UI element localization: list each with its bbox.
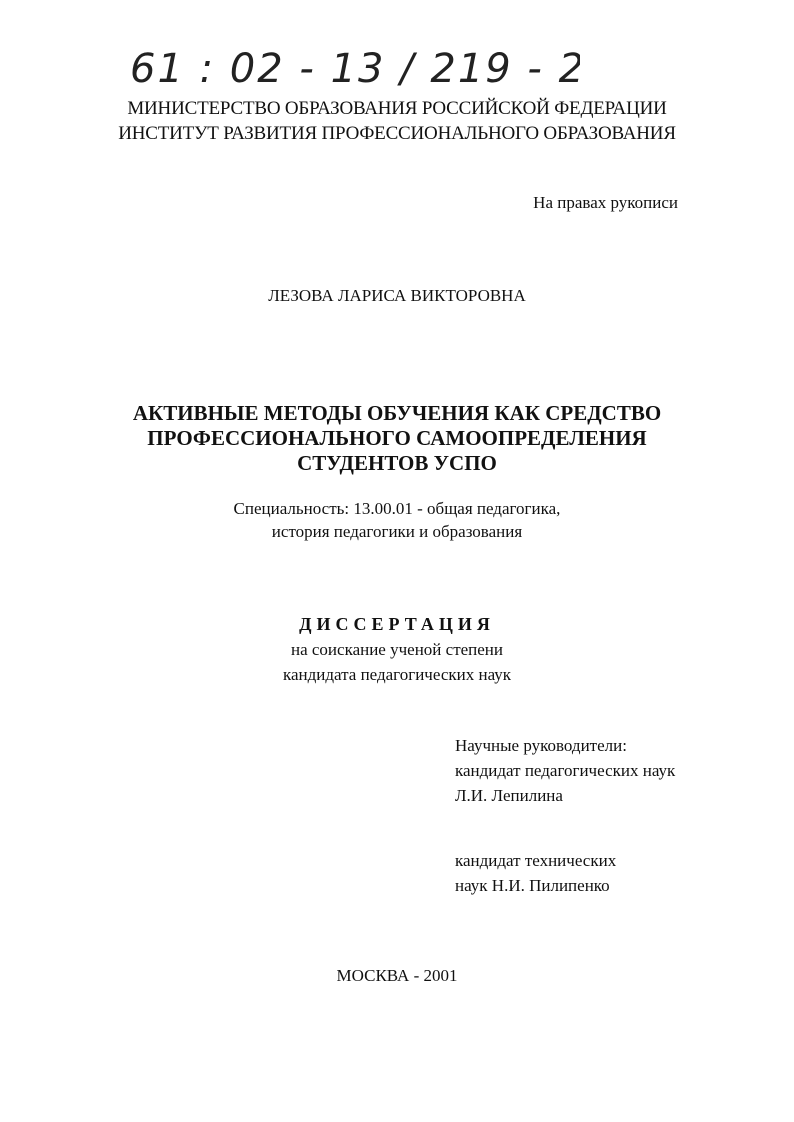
dissertation-line-2: кандидата педагогических наук xyxy=(282,665,512,684)
title-line-1: АКТИВНЫЕ МЕТОДЫ ОБУЧЕНИЯ КАК СРЕДСТВО xyxy=(132,401,662,425)
advisors-label: Научные руководители: xyxy=(455,736,627,755)
specialty-line-1: Специальность: 13.00.01 - общая педагогика, xyxy=(233,499,561,518)
rights-note: На правах рукописи xyxy=(533,193,678,212)
dissertation-title xyxy=(0,401,794,476)
author-name: ЛЕЗОВА ЛАРИСА ВИКТОРОВНА xyxy=(268,286,526,305)
dissertation-heading: ДИССЕРТАЦИЯ xyxy=(299,614,495,634)
title-line-3: СТУДЕНТОВ УСПО xyxy=(297,451,497,475)
dissertation-block xyxy=(0,612,794,687)
specialty-line-2: история педагогики и образования xyxy=(271,522,523,541)
handwritten-code xyxy=(120,38,580,98)
dissertation-line-1: на соискание ученой степени xyxy=(290,640,504,659)
ministry-header xyxy=(0,96,794,146)
title-line-2: ПРОФЕССИОНАЛЬНОГО САМООПРЕДЕЛЕНИЯ xyxy=(147,426,647,450)
city-year: МОСКВА - 2001 xyxy=(336,966,458,985)
advisor-1-degree: кандидат педагогических наук xyxy=(455,761,676,780)
handwritten-code-graphic xyxy=(120,38,580,98)
handwritten-code-text: 61 : 02 - 13 / 219 - 2 xyxy=(130,46,580,92)
advisors-block xyxy=(455,733,675,808)
ministry-line-1: МИНИСТЕРСТВО ОБРАЗОВАНИЯ РОССИЙСКОЙ ФЕДЕРАЦИИ xyxy=(127,98,667,119)
ministry-line-2: ИНСТИТУТ РАЗВИТИЯ ПРОФЕССИОНАЛЬНОГО ОБРАЗОВАНИЯ xyxy=(118,123,676,144)
advisor-2-block xyxy=(455,848,616,898)
advisor-2-name: наук Н.И. Пилипенко xyxy=(455,876,610,895)
advisor-1-name: Л.И. Лепилина xyxy=(455,786,563,805)
specialty-block xyxy=(0,497,794,543)
advisor-2-degree: кандидат технических xyxy=(455,851,617,870)
